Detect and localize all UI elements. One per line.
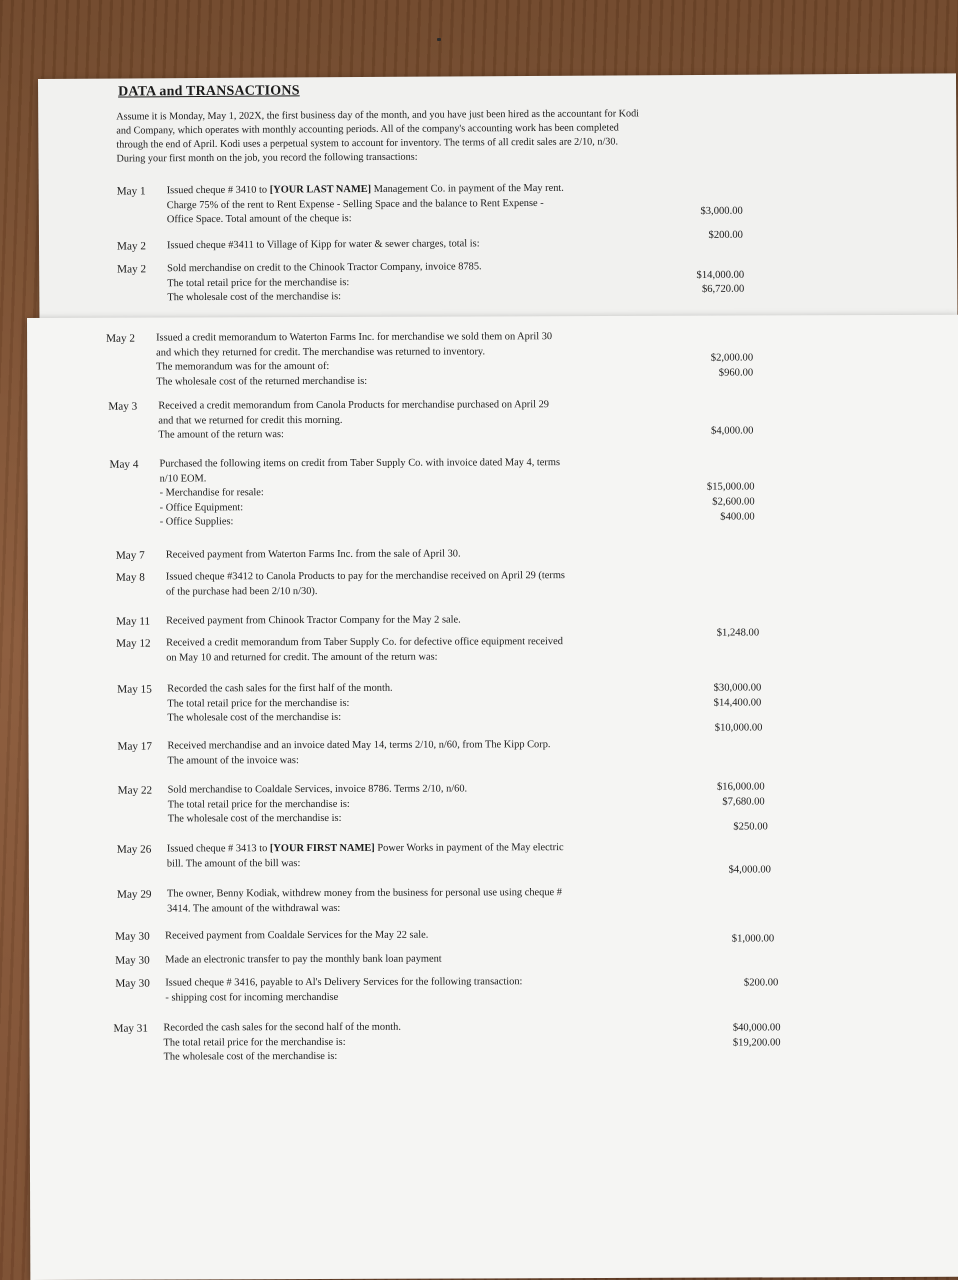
bottom-paper-sheet (27, 315, 958, 1280)
intro-paragraph (116, 107, 756, 167)
transaction-date: May 7 (115, 549, 145, 562)
transaction-date: May 17 (117, 740, 153, 753)
document-title: DATA and TRANSACTIONS (118, 83, 300, 100)
transaction-date: May 30 (115, 977, 150, 990)
description-line: The wholesale cost of the merchandise is: (167, 712, 342, 724)
transaction-description (156, 330, 636, 390)
amount: $16,000.00 (716, 781, 765, 793)
transaction-date: May 15 (117, 683, 152, 696)
description-line: - shipping cost for incoming merchandise (165, 991, 339, 1004)
transaction-description (166, 613, 646, 629)
amount: $4,000.00 (728, 864, 771, 876)
description-line: n/10 EOM. (159, 472, 207, 485)
description-text: Power Works in payment of the May electric (374, 842, 564, 854)
intro-line: and Company, which operates with monthly accounting periods. All of the company's accounting work has been completed (116, 122, 619, 137)
description-line: The wholesale cost of the merchandise is: (167, 813, 342, 825)
amount: $1,248.00 (716, 627, 760, 639)
description-line: and that we returned for credit this morning. (158, 414, 343, 427)
description-line: Received payment from Coaldale Services for the May 22 sale. (165, 929, 429, 942)
placeholder-first-name: [YOUR FIRST NAME] (269, 842, 375, 855)
description-line: and which they returned for credit. The merchandise was returned to inventory. (156, 345, 486, 359)
table-scratch-mark (437, 38, 441, 41)
top-paper-sheet (38, 73, 958, 349)
description-line: bill. The amount of the bill was: (166, 857, 301, 870)
amount: $7,680.00 (722, 796, 765, 808)
description-line: Sold merchandise to Coaldale Services, invoice 8786. Terms 2/10, n/60. (167, 783, 468, 796)
transaction-description (165, 928, 645, 944)
description-line (167, 841, 647, 857)
transaction-description (167, 236, 647, 254)
amount: $2,000.00 (710, 352, 754, 364)
amount: $15,000.00 (706, 481, 755, 493)
description-line: Received payment from Waterton Farms Inc. from the sale of April 30. (165, 548, 461, 561)
transaction-description (166, 569, 646, 600)
transaction-date: May 30 (115, 930, 150, 943)
description-line: - Office Equipment: (159, 502, 244, 514)
transaction-date: May 4 (109, 458, 139, 471)
amount: $14,400.00 (713, 697, 762, 709)
description-line: Recorded the cash sales for the second half of the month. (163, 1021, 401, 1034)
transaction-description (167, 259, 647, 306)
description-line: The amount of the return was: (158, 429, 284, 441)
amount: $400.00 (720, 511, 755, 523)
description-text: Issued cheque # 3410 to (166, 184, 270, 197)
description-line: Received merchandise and an invoice dated May 14, terms 2/10, n/60, from The Kipp Corp. (167, 739, 551, 752)
transaction-date: May 3 (108, 400, 138, 413)
transaction-date: May 31 (113, 1022, 149, 1035)
amount: $10,000.00 (714, 722, 763, 734)
placeholder-last-name: [YOUR LAST NAME] (269, 183, 372, 196)
description-line: Issued cheque # 3416, payable to Al's Delivery Services for the following transaction: (165, 976, 523, 989)
transaction-date: May 2 (117, 263, 147, 276)
transaction-date: May 1 (116, 185, 146, 198)
description-line: Office Space. Total amount of the cheque is: (166, 213, 352, 226)
transaction-date: May 26 (116, 843, 152, 856)
transaction-date: May 8 (115, 571, 145, 584)
description-line: Sold merchandise on credit to the Chinook Tractor Company, invoice 8785. (167, 261, 482, 275)
description-line: Received a credit memorandum from Canola Products for merchandise purchased on April 29 (158, 399, 550, 412)
description-line: The wholesale cost of the merchandise is: (163, 1051, 338, 1063)
description-line: The total retail price for the merchandise is: (167, 276, 350, 289)
transaction-description (166, 635, 646, 666)
description-line: Received a credit memorandum from Taber Supply Co. for defective office equipment received (166, 636, 563, 649)
description-line: Purchased the following items on credit from Taber Supply Co. with invoice dated May 4, terms (159, 457, 561, 470)
description-text: Issued cheque # 3413 to (166, 843, 270, 855)
description-line: Charge 75% of the rent to Rent Expense - Selling Space and the balance to Rent Expense - (166, 197, 544, 211)
description-line: The amount of the invoice was: (167, 754, 299, 767)
amount: $6,720.00 (701, 283, 745, 295)
intro-line: During your first month on the job, you record the following transactions: (116, 151, 418, 165)
transaction-description (165, 952, 645, 968)
intro-line: Assume it is Monday, May 1, 202X, the first business day of the month, and you have just been hired as the accountant for Kodi (116, 108, 640, 123)
amount: $4,000.00 (711, 425, 754, 437)
description-line: Issued cheque #3411 to Village of Kipp for water & sewer charges, total is: (166, 238, 480, 252)
transaction-date: May 30 (115, 954, 150, 967)
transaction-description (159, 456, 639, 531)
description-line: Made an electronic transfer to pay the monthly bank loan payment (165, 953, 442, 966)
intro-line: through the end of April. Kodi uses a perpetual system to account for inventory. The terms of all credit sales are 2/10, n/30. (116, 136, 619, 151)
description-line: on May 10 and returned for credit. The amount of the return was: (166, 651, 438, 664)
amount: $200.00 (743, 977, 779, 989)
amount: $3,000.00 (700, 205, 743, 217)
amount: $19,200.00 (732, 1037, 781, 1049)
description-line: Issued a credit memorandum to Waterton Farms Inc. for merchandise we sold them on April 30 (156, 331, 553, 344)
description-line: The total retail price for the merchandise is: (163, 1036, 346, 1049)
transaction-description (167, 181, 647, 228)
transaction-description (167, 841, 647, 872)
transaction-description (167, 681, 647, 726)
transaction-date: May 11 (116, 615, 151, 628)
description-line: The wholesale cost of the returned merchandise is: (156, 375, 368, 388)
transaction-date: May 22 (117, 784, 153, 797)
description-text: Management Co. in payment of the May rent. (371, 182, 564, 195)
description-line: The owner, Benny Kodiak, withdrew money from the business for personal use using cheque # (166, 887, 562, 900)
amount: $30,000.00 (713, 682, 762, 694)
description-line: Recorded the cash sales for the first half of the month. (167, 682, 393, 695)
amount: $1,000.00 (731, 933, 775, 945)
description-line: The total retail price for the merchandise is: (167, 697, 350, 710)
transaction-description (165, 975, 645, 1006)
amount: $14,000.00 (696, 269, 745, 281)
transaction-description (167, 886, 647, 917)
description-line: - Office Supplies: (159, 516, 234, 528)
description-line: Issued cheque #3412 to Canola Products to pay for the merchandise received on April 29 (terms (165, 570, 565, 583)
transaction-date: May 29 (116, 888, 152, 901)
transaction-description (167, 738, 647, 769)
description-line: 3414. The amount of the withdrawal was: (167, 902, 341, 915)
amount: $2,600.00 (712, 496, 755, 508)
amount: $200.00 (708, 229, 744, 241)
transaction-description (163, 1020, 643, 1065)
description-line: The memorandum was for the amount of: (156, 361, 330, 373)
amount: $250.00 (733, 821, 768, 833)
transaction-description (158, 398, 638, 443)
transaction-date: May 2 (106, 332, 135, 345)
description-line: - Merchandise for resale: (159, 487, 264, 499)
description-line: The wholesale cost of the merchandise is: (167, 291, 342, 304)
amount: $960.00 (718, 367, 754, 379)
transaction-date: May 2 (116, 240, 146, 253)
description-line: Received payment from Chinook Tractor Company for the May 2 sale. (166, 614, 461, 627)
transaction-date: May 12 (116, 637, 151, 650)
description-line: The total retail price for the merchandise is: (167, 798, 350, 811)
amount: $40,000.00 (732, 1022, 781, 1034)
description-line: of the purchase had been 2/10 n/30). (165, 585, 318, 598)
transaction-description (168, 782, 648, 827)
transaction-description (166, 547, 646, 563)
